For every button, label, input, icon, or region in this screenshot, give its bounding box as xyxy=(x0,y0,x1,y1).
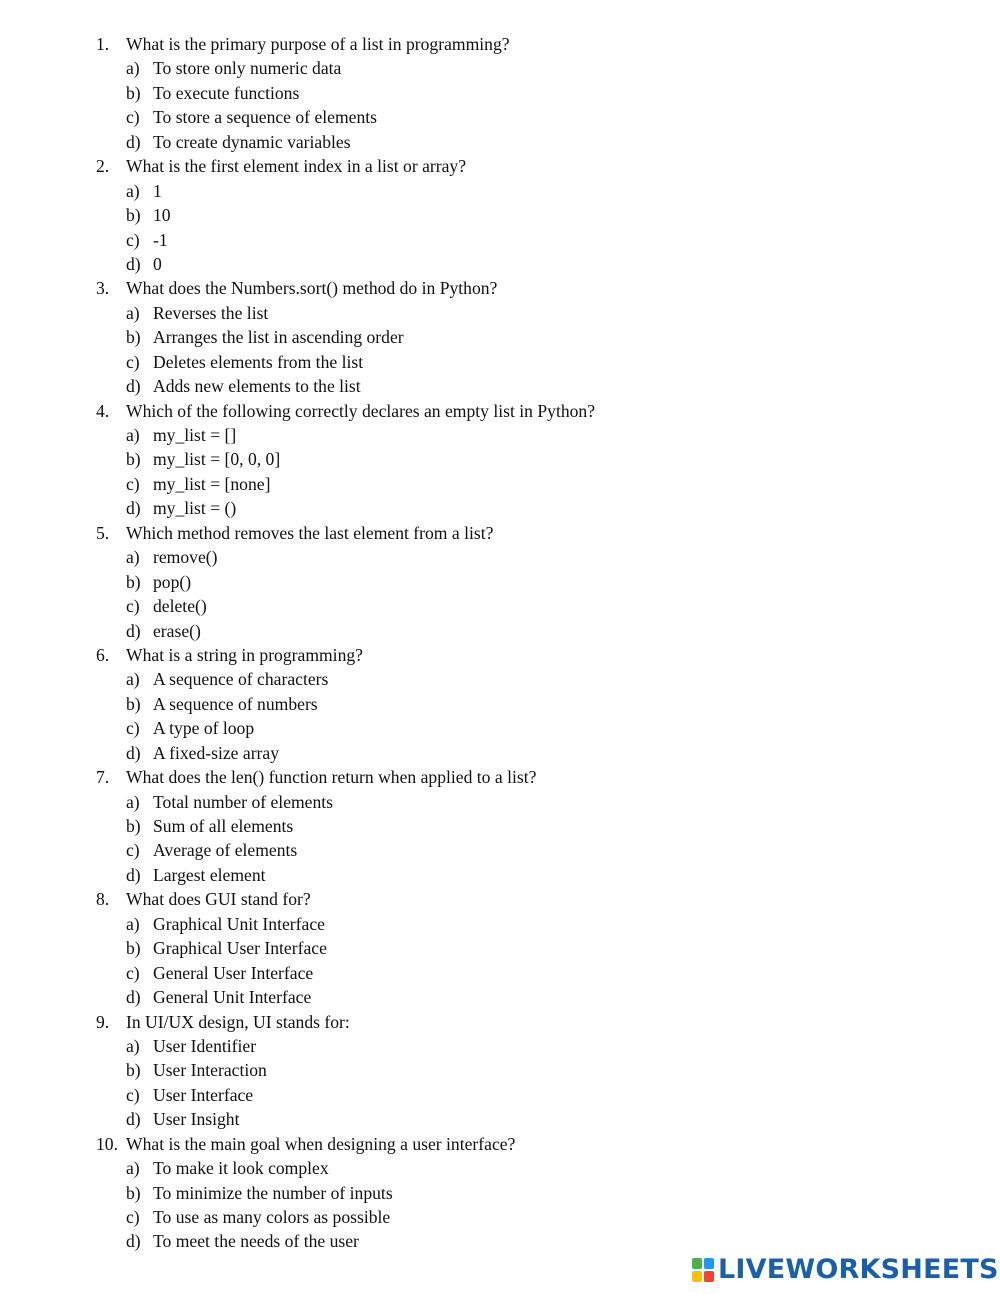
option-list xyxy=(0,301,1000,399)
question-line xyxy=(0,765,1000,789)
option-letter: c) xyxy=(126,962,140,983)
question-line xyxy=(0,1010,1000,1034)
option-text: To use as many colors as possible xyxy=(153,1207,391,1227)
option-text: delete() xyxy=(153,596,207,617)
answer-option[interactable] xyxy=(0,545,1000,569)
option-letter: c) xyxy=(126,840,140,861)
option-letter: b) xyxy=(126,816,141,836)
option-text: A sequence of characters xyxy=(153,669,329,690)
question-number: 1. xyxy=(96,34,110,54)
option-text: 1 xyxy=(153,180,162,201)
answer-option[interactable] xyxy=(0,496,1000,520)
option-letter: a) xyxy=(126,669,140,690)
option-text: General Unit Interface xyxy=(153,987,312,1008)
logo-tile-icon xyxy=(692,1271,702,1282)
option-list xyxy=(0,790,1000,888)
option-list xyxy=(0,423,1000,521)
question-text: What is the first element index in a list or array? xyxy=(126,156,467,177)
option-letter: d) xyxy=(126,987,141,1008)
option-text: User Interaction xyxy=(153,1060,267,1081)
answer-option[interactable] xyxy=(0,692,1000,716)
answer-option[interactable] xyxy=(0,325,1000,349)
answer-option[interactable] xyxy=(0,1229,1000,1253)
option-letter: b) xyxy=(126,1182,141,1203)
question-number: 3. xyxy=(96,278,110,299)
option-text: Deletes elements from the list xyxy=(153,351,364,372)
option-text: To minimize the number of inputs xyxy=(153,1182,393,1203)
option-letter: a) xyxy=(126,425,140,445)
logo-tile-icon xyxy=(692,1258,702,1269)
question-line xyxy=(0,643,1000,667)
question-text: Which of the following correctly declares an empty list in Python? xyxy=(126,400,596,421)
question-line xyxy=(0,276,1000,300)
option-text: my_list = [] xyxy=(153,425,237,445)
option-text: Adds new elements to the list xyxy=(153,376,361,397)
option-letter: a) xyxy=(126,791,140,812)
question-number: 2. xyxy=(96,156,110,177)
answer-option[interactable] xyxy=(0,374,1000,398)
option-text: Reverses the list xyxy=(153,302,269,323)
option-text: User Identifier xyxy=(153,1035,257,1056)
option-letter: a) xyxy=(126,913,140,934)
answer-option[interactable] xyxy=(0,1156,1000,1180)
answer-option[interactable] xyxy=(0,1107,1000,1131)
option-text: To execute functions xyxy=(153,82,300,103)
option-letter: d) xyxy=(126,620,141,641)
option-text: General User Interface xyxy=(153,962,314,983)
option-list xyxy=(0,912,1000,1010)
option-text: To store only numeric data xyxy=(153,58,342,79)
option-letter: c) xyxy=(126,718,140,739)
question-line xyxy=(0,887,1000,911)
answer-option[interactable] xyxy=(0,741,1000,765)
answer-option[interactable] xyxy=(0,423,1000,447)
option-letter: b) xyxy=(126,449,141,470)
logo-tile-icon xyxy=(704,1258,714,1269)
question-text: What is the primary purpose of a list in programming? xyxy=(126,34,510,54)
option-text: erase() xyxy=(153,620,201,641)
answer-option[interactable] xyxy=(0,301,1000,325)
option-text: Largest element xyxy=(153,864,266,885)
option-text: User Interface xyxy=(153,1084,254,1105)
liveworksheets-logo[interactable] xyxy=(692,1255,999,1285)
answer-option[interactable] xyxy=(0,252,1000,276)
answer-option[interactable] xyxy=(0,790,1000,814)
option-text: pop() xyxy=(153,571,192,592)
option-letter: d) xyxy=(126,742,141,763)
option-text: 0 xyxy=(153,253,162,274)
option-text: Graphical Unit Interface xyxy=(153,913,325,934)
option-letter: a) xyxy=(126,58,140,79)
question-text: Which method removes the last element from a list? xyxy=(126,522,494,543)
liveworksheets-logo-icon xyxy=(692,1258,714,1282)
answer-option[interactable] xyxy=(0,81,1000,105)
option-text: Total number of elements xyxy=(153,791,334,812)
option-text: To make it look complex xyxy=(153,1158,329,1179)
option-letter: c) xyxy=(126,107,140,128)
option-letter: d) xyxy=(126,1231,141,1252)
question-item xyxy=(0,399,1000,521)
question-text: What does GUI stand for? xyxy=(126,889,311,910)
answer-option[interactable] xyxy=(0,912,1000,936)
answer-option[interactable] xyxy=(0,447,1000,471)
option-text: Graphical User Interface xyxy=(153,938,327,959)
answer-option[interactable] xyxy=(0,985,1000,1009)
question-number: 4. xyxy=(96,400,110,421)
question-item xyxy=(0,276,1000,398)
question-item xyxy=(0,1132,1000,1254)
option-letter: b) xyxy=(126,938,141,959)
answer-option[interactable] xyxy=(0,1034,1000,1058)
answer-option[interactable] xyxy=(0,203,1000,227)
option-letter: c) xyxy=(126,1084,140,1105)
option-letter: c) xyxy=(126,596,140,617)
option-list xyxy=(0,56,1000,154)
option-letter: b) xyxy=(126,571,141,592)
question-list xyxy=(0,32,1000,1254)
answer-option[interactable] xyxy=(0,1205,1000,1229)
answer-option[interactable] xyxy=(0,56,1000,80)
option-letter: b) xyxy=(126,1060,141,1081)
option-text: my_list = [0, 0, 0] xyxy=(153,449,281,470)
answer-option[interactable] xyxy=(0,594,1000,618)
question-line xyxy=(0,399,1000,423)
option-text: To create dynamic variables xyxy=(153,131,351,152)
answer-option[interactable] xyxy=(0,130,1000,154)
question-item xyxy=(0,154,1000,276)
option-text: Sum of all elements xyxy=(153,816,294,836)
answer-option[interactable] xyxy=(0,667,1000,691)
option-list xyxy=(0,179,1000,277)
answer-option[interactable] xyxy=(0,105,1000,129)
option-letter: a) xyxy=(126,1158,140,1179)
option-text: To meet the needs of the user xyxy=(153,1231,359,1252)
option-text: remove() xyxy=(153,547,218,568)
answer-option[interactable] xyxy=(0,570,1000,594)
option-letter: b) xyxy=(126,205,141,226)
question-text: What is a string in programming? xyxy=(126,644,363,665)
answer-option[interactable] xyxy=(0,814,1000,838)
answer-option[interactable] xyxy=(0,936,1000,960)
question-line xyxy=(0,32,1000,56)
question-item xyxy=(0,887,1000,1009)
option-text: Average of elements xyxy=(153,840,298,861)
option-list xyxy=(0,667,1000,765)
option-letter: b) xyxy=(126,82,141,103)
question-item xyxy=(0,1010,1000,1132)
answer-option[interactable] xyxy=(0,1083,1000,1107)
option-letter: d) xyxy=(126,253,141,274)
answer-option[interactable] xyxy=(0,472,1000,496)
option-text: To store a sequence of elements xyxy=(153,107,377,128)
option-text: Arranges the list in ascending order xyxy=(153,327,404,348)
option-letter: c) xyxy=(126,473,140,494)
option-letter: a) xyxy=(126,180,140,201)
brand-name: LIVEWORKSHEETS xyxy=(718,1254,999,1285)
option-text: A type of loop xyxy=(153,718,255,739)
answer-option[interactable] xyxy=(0,838,1000,862)
question-number: 9. xyxy=(96,1011,110,1032)
option-text: my_list = () xyxy=(153,498,237,519)
logo-tile-icon xyxy=(704,1271,714,1282)
question-line xyxy=(0,521,1000,545)
option-text: A sequence of numbers xyxy=(153,693,318,714)
option-text: User Insight xyxy=(153,1109,240,1130)
option-letter: c) xyxy=(126,229,140,250)
option-letter: d) xyxy=(126,1109,141,1130)
question-number: 8. xyxy=(96,889,110,910)
answer-option[interactable] xyxy=(0,863,1000,887)
question-number: 6. xyxy=(96,644,110,665)
answer-option[interactable] xyxy=(0,179,1000,203)
option-text: 10 xyxy=(153,205,171,226)
answer-option[interactable] xyxy=(0,350,1000,374)
question-text: What is the main goal when designing a user interface? xyxy=(126,1133,516,1154)
question-item xyxy=(0,32,1000,154)
option-letter: b) xyxy=(126,693,141,714)
question-line xyxy=(0,1132,1000,1156)
option-letter: d) xyxy=(126,498,141,519)
answer-option[interactable] xyxy=(0,961,1000,985)
option-letter: a) xyxy=(126,547,140,568)
question-item xyxy=(0,643,1000,765)
option-letter: a) xyxy=(126,302,140,323)
option-text: -1 xyxy=(153,229,168,250)
question-line xyxy=(0,154,1000,178)
option-list xyxy=(0,545,1000,643)
question-number: 10. xyxy=(96,1133,118,1154)
option-letter: c) xyxy=(126,351,140,372)
option-text: my_list = [none] xyxy=(153,473,271,494)
option-letter: c) xyxy=(126,1207,140,1227)
question-text: What does the len() function return when applied to a list? xyxy=(126,767,537,788)
answer-option[interactable] xyxy=(0,228,1000,252)
question-item xyxy=(0,765,1000,887)
question-text: What does the Numbers.sort() method do in Python? xyxy=(126,278,498,299)
option-list xyxy=(0,1156,1000,1254)
option-letter: d) xyxy=(126,131,141,152)
answer-option[interactable] xyxy=(0,1058,1000,1082)
option-letter: a) xyxy=(126,1035,140,1056)
question-number: 7. xyxy=(96,767,110,788)
option-text: A fixed-size array xyxy=(153,742,280,763)
option-list xyxy=(0,1034,1000,1132)
option-letter: b) xyxy=(126,327,141,348)
answer-option[interactable] xyxy=(0,716,1000,740)
option-letter: d) xyxy=(126,864,141,885)
option-letter: d) xyxy=(126,376,141,397)
answer-option[interactable] xyxy=(0,1181,1000,1205)
question-text: In UI/UX design, UI stands for: xyxy=(126,1011,350,1032)
answer-option[interactable] xyxy=(0,619,1000,643)
question-item xyxy=(0,521,1000,643)
question-number: 5. xyxy=(96,522,110,543)
